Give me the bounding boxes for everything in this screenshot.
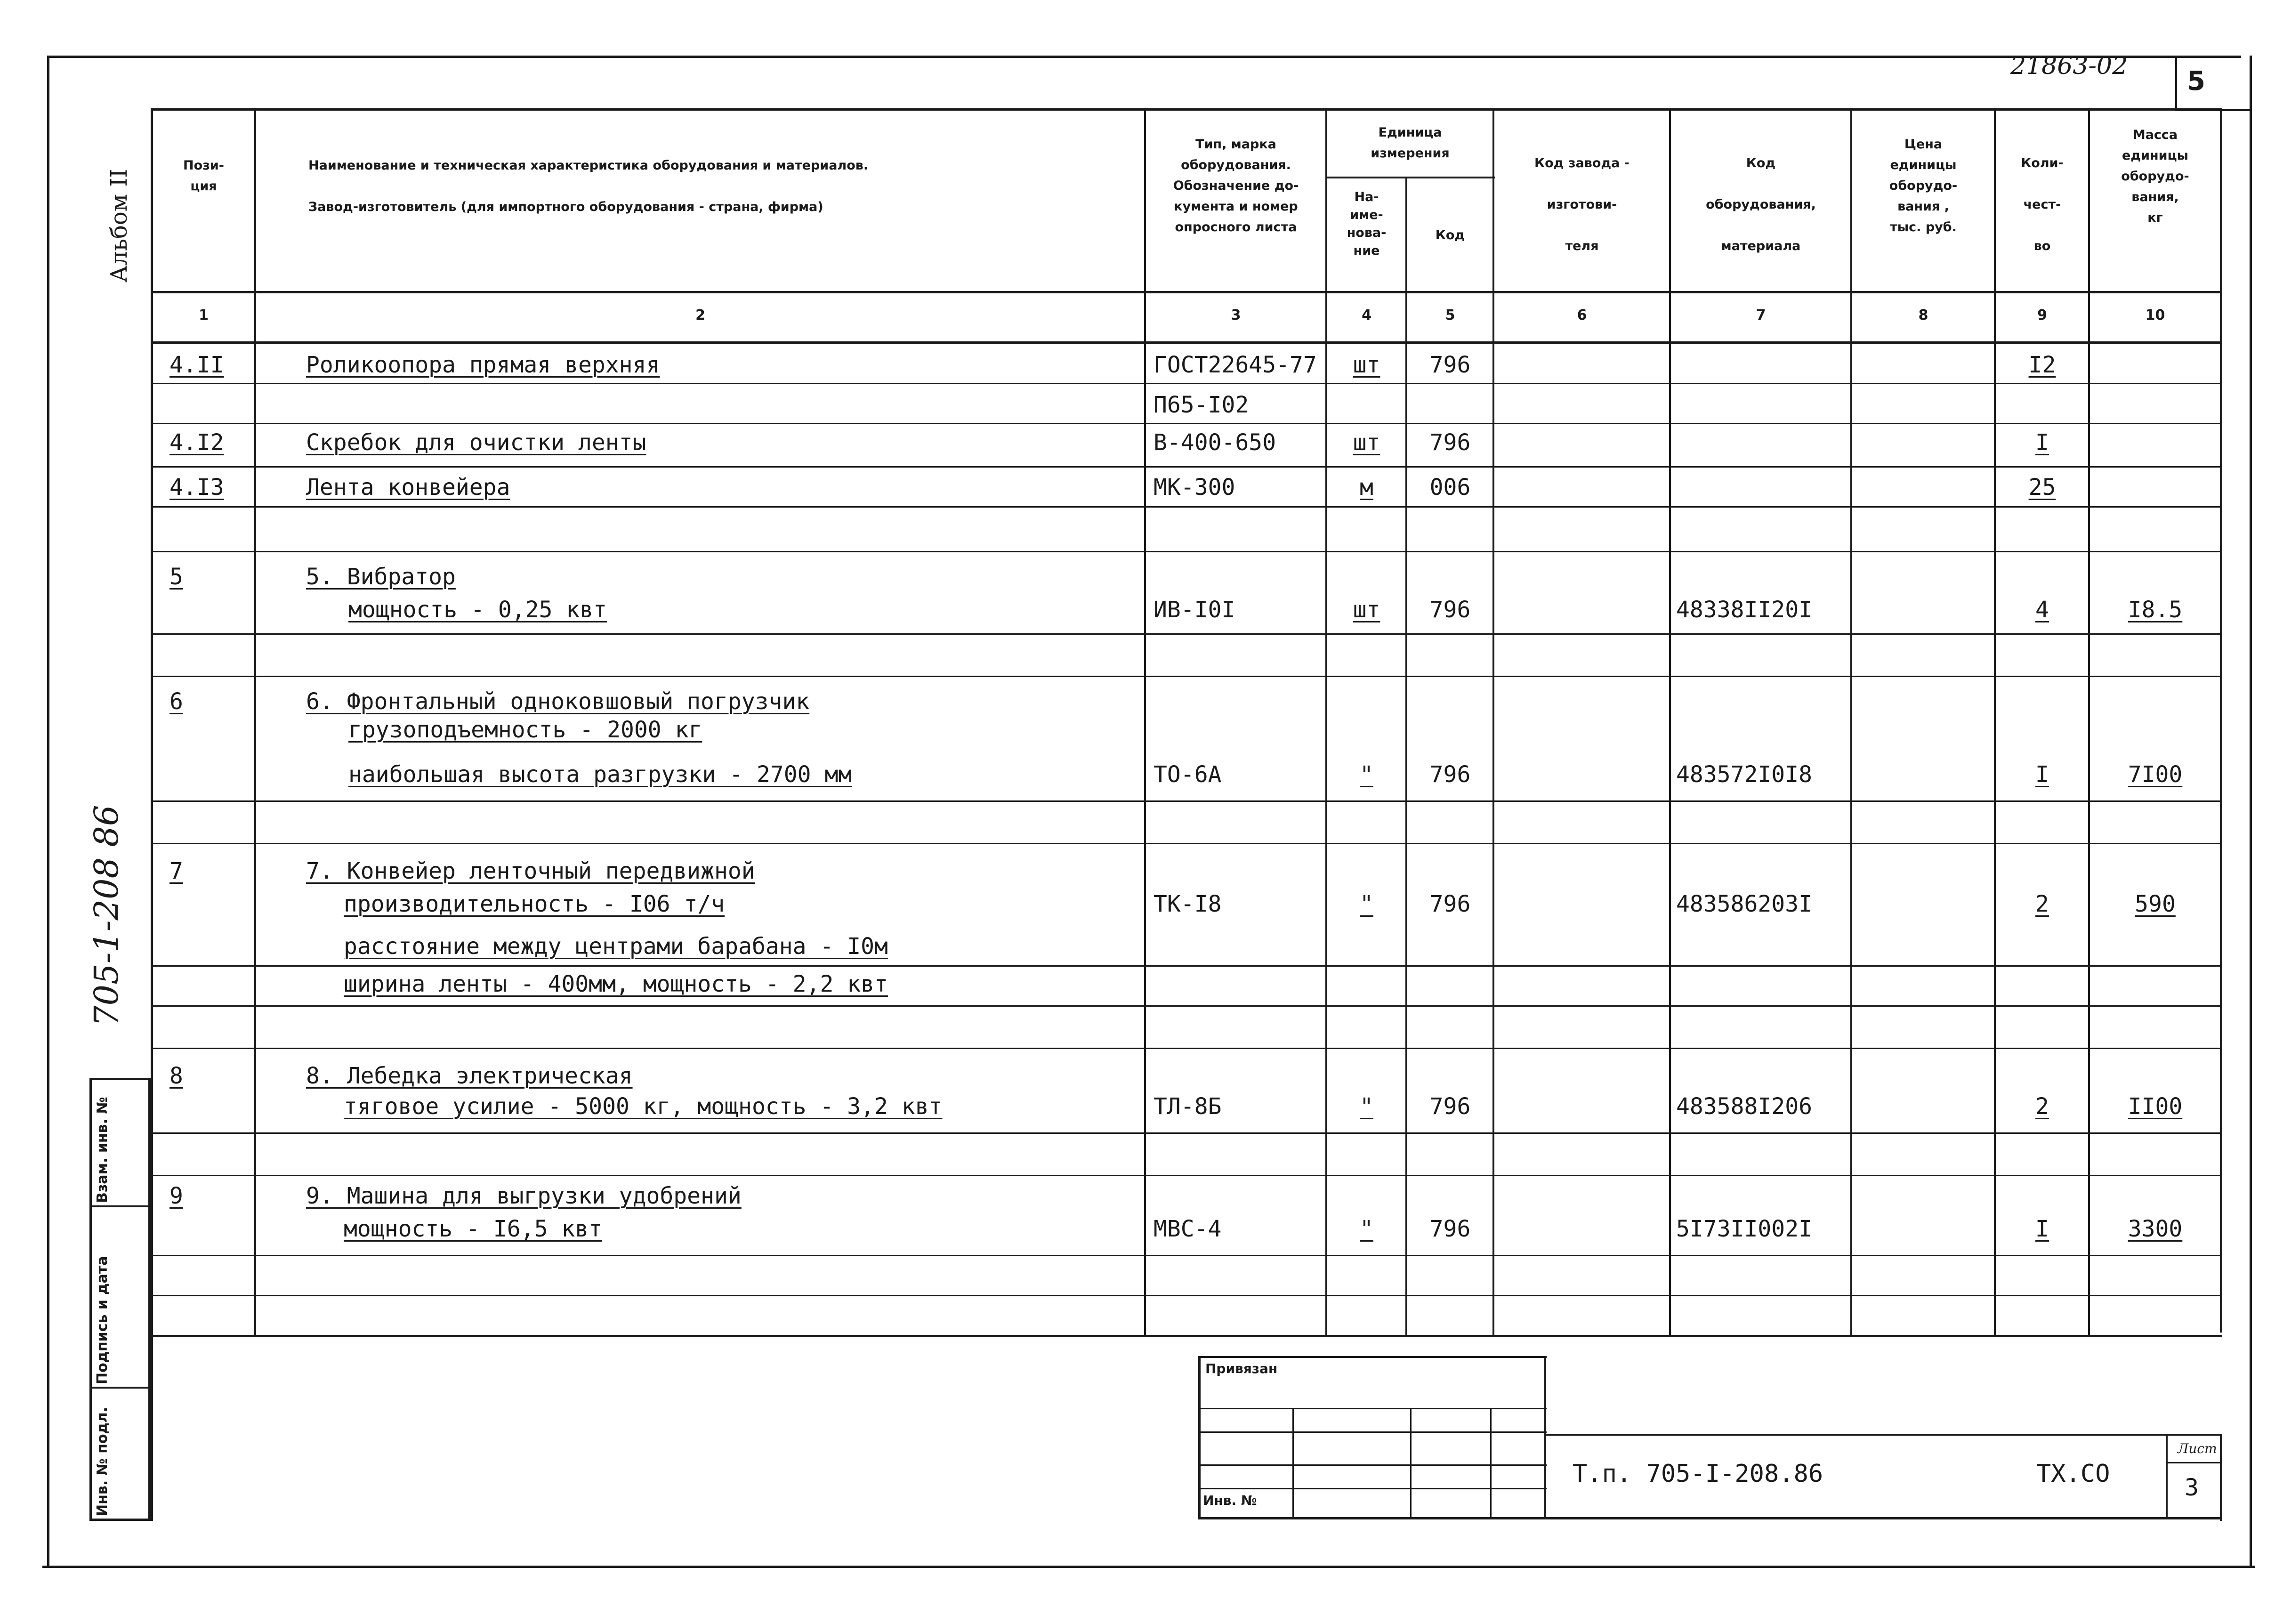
cell-mass: 590 xyxy=(2135,891,2176,917)
tb-v1 xyxy=(1292,1408,1294,1517)
cell-qty: I xyxy=(2035,429,2049,456)
cell-name: 7. Конвейер ленточный передвижной xyxy=(306,858,755,884)
col-num-2: 2 xyxy=(695,307,705,323)
cell-pos: 7 xyxy=(169,858,183,884)
stamp-inv-orig: Инв. № подл. xyxy=(94,1406,111,1516)
tb-v2 xyxy=(1410,1408,1412,1517)
tb-h3 xyxy=(1198,1464,1547,1466)
unit-group-divider xyxy=(1325,177,1495,178)
cell-name: 8. Лебедка электрическая xyxy=(306,1063,633,1089)
tb-top-right xyxy=(1544,1434,2222,1436)
cell-code: 483588I206 xyxy=(1676,1093,1812,1120)
cell-pos: 4.II xyxy=(169,352,224,378)
col-header-unit-code: Код xyxy=(1435,228,1465,242)
frame-right xyxy=(2250,56,2252,1567)
col-num-4: 4 xyxy=(1362,307,1371,323)
col-num-6: 6 xyxy=(1577,307,1587,323)
cell-type: МК-300 xyxy=(1154,474,1235,501)
row-rule xyxy=(151,1255,2222,1256)
col-num-9: 9 xyxy=(2037,307,2047,323)
cell-unit: м xyxy=(1360,474,1373,501)
col-sep-9 xyxy=(2088,108,2090,1336)
cell-unit: " xyxy=(1360,1093,1373,1120)
cell-type: МВС-4 xyxy=(1154,1216,1222,1242)
table-bottom xyxy=(151,1335,2222,1337)
cell-qty: I xyxy=(2035,761,2049,788)
cell-name: расстояние между центрами барабана - I0м xyxy=(344,933,888,960)
col-num-3: 3 xyxy=(1231,307,1241,323)
cell-name: Скребок для очистки ленты xyxy=(306,429,646,456)
tb-section: ТХ.СО xyxy=(2036,1460,2110,1488)
col-header-unit-group: Единица измерения xyxy=(1371,125,1450,161)
cell-qty: I xyxy=(2035,1216,2049,1242)
cell-mass: 3300 xyxy=(2128,1216,2183,1242)
cell-type: В-400-650 xyxy=(1154,429,1276,456)
col-header-quantity: Коли- чест- во xyxy=(2021,156,2064,253)
cell-code: 483572I0I8 xyxy=(1676,761,1812,788)
col-header-type: Тип, марка оборудования. Обозначение до- кумента и номер опросного листа xyxy=(1173,137,1299,234)
row-rule xyxy=(151,1295,2222,1296)
cell-type: ТЛ-8Б xyxy=(1154,1093,1222,1120)
tb-bound-label: Привязан xyxy=(1205,1361,1278,1376)
row-rule xyxy=(151,800,2222,802)
tb-h2 xyxy=(1198,1431,1547,1433)
col-header-unit-name: На- име- нова- ние xyxy=(1347,190,1387,258)
tb-right-lower xyxy=(2220,1434,2222,1521)
cell-pos: 6 xyxy=(169,688,183,715)
cell-unit-code: 796 xyxy=(1429,352,1471,378)
col-sep-2 xyxy=(1144,108,1146,1336)
tb-bound-top xyxy=(1198,1356,1547,1358)
cell-qty: 2 xyxy=(2035,891,2049,917)
album-label: Альбом II xyxy=(106,169,132,283)
row-rule xyxy=(151,1005,2222,1007)
cell-unit-code: 796 xyxy=(1429,1093,1471,1120)
cell-qty: 2 xyxy=(2035,1093,2049,1120)
col-sep-3 xyxy=(1325,108,1327,1336)
tb-h4 xyxy=(1198,1488,1547,1489)
tb-bound-right xyxy=(1544,1356,1546,1519)
cell-name: производительность - I06 т/ч xyxy=(344,891,725,917)
col-sep-6 xyxy=(1669,108,1671,1336)
cell-unit: шт xyxy=(1353,352,1380,378)
row-rule xyxy=(151,383,2222,384)
corner-doc-number: 21863-02 xyxy=(2010,52,2128,80)
cell-unit: " xyxy=(1360,761,1373,788)
project-number-handwritten: 705-1-208 86 xyxy=(87,805,126,1026)
row-rule xyxy=(151,466,2222,468)
tb-inv-label: Инв. № xyxy=(1203,1493,1257,1508)
cell-name: мощность - I6,5 квт xyxy=(344,1216,603,1242)
cell-unit: " xyxy=(1360,891,1373,917)
col-header-mass: Масса единицы оборудо- вания, кг xyxy=(2121,128,2189,225)
row-rule xyxy=(151,676,2222,677)
tb-sheet-left xyxy=(2166,1434,2168,1519)
cell-code: 483586203I xyxy=(1676,891,1812,917)
frame-bottom xyxy=(42,1566,2255,1568)
col-header-equipment-code: Код оборудования, материала xyxy=(1706,156,1816,253)
row-rule xyxy=(151,1132,2222,1134)
cell-qty: 4 xyxy=(2035,597,2049,623)
cell-qty: 25 xyxy=(2028,474,2056,501)
row-rule xyxy=(151,506,2222,508)
cell-unit: шт xyxy=(1353,429,1380,456)
col-sep-4 xyxy=(1405,177,1407,1336)
row-rule xyxy=(151,633,2222,635)
cell-unit-code: 796 xyxy=(1429,1216,1471,1242)
cell-type: ТО-6А xyxy=(1154,761,1222,788)
frame-left xyxy=(47,56,49,1567)
stamp-sign-date: Подпись и дата xyxy=(94,1256,111,1384)
cell-name: наибольшая высота разгрузки - 2700 мм xyxy=(348,761,852,788)
cell-name: Роликоопора прямая верхняя xyxy=(306,352,660,378)
tb-designation: Т.п. 705-I-208.86 xyxy=(1573,1460,1823,1488)
frame-top xyxy=(47,56,2241,58)
header-bottom xyxy=(151,291,2222,293)
row-rule xyxy=(151,1175,2222,1176)
numrow-bottom xyxy=(151,341,2222,344)
tb-sheet-div xyxy=(2166,1462,2221,1463)
cell-unit-code: 796 xyxy=(1429,891,1471,917)
table-top xyxy=(151,108,2222,111)
col-num-10: 10 xyxy=(2145,307,2165,323)
cell-unit: шт xyxy=(1353,597,1380,623)
stamp-strip-bottom xyxy=(89,1519,151,1521)
cell-type: П65-I02 xyxy=(1154,392,1249,418)
cell-mass: I8.5 xyxy=(2128,597,2183,623)
row-rule xyxy=(151,965,2222,967)
row-rule xyxy=(151,423,2222,424)
cell-type: ИВ-I0I xyxy=(1154,597,1235,623)
row-rule xyxy=(151,843,2222,844)
cell-unit-code: 796 xyxy=(1429,429,1471,456)
cell-name: тяговое усилие - 5000 кг, мощность - 3,2 квт xyxy=(344,1093,943,1120)
cell-mass: 7I00 xyxy=(2128,761,2183,788)
cell-name: мощность - 0,25 квт xyxy=(348,597,607,623)
cell-unit: " xyxy=(1360,1216,1373,1242)
corner-box-left xyxy=(2175,56,2177,111)
cell-unit-code: 796 xyxy=(1429,597,1471,623)
cell-code: 48338II20I xyxy=(1676,597,1812,623)
cell-code: 5I73II002I xyxy=(1676,1216,1812,1242)
col-header-price: Цена единицы оборудо- вания , тыс. руб. xyxy=(1889,137,1958,234)
stamp-div-2 xyxy=(89,1205,151,1207)
cell-name: 9. Машина для выгрузки удобрений xyxy=(306,1183,742,1209)
stamp-replaced-inv: Взам. инв. № xyxy=(94,1097,111,1203)
tb-sheet-number: 3 xyxy=(2185,1474,2199,1501)
corner-page-number: 5 xyxy=(2187,66,2205,97)
col-num-7: 7 xyxy=(1756,307,1766,323)
cell-pos: 8 xyxy=(169,1063,183,1089)
col-num-1: 1 xyxy=(199,307,209,323)
cell-mass: II00 xyxy=(2128,1093,2183,1120)
tb-sheet-label: Лист xyxy=(2178,1441,2217,1456)
stamp-strip-left xyxy=(89,1078,92,1521)
cell-name: Лента конвейера xyxy=(306,474,510,501)
col-sep-1 xyxy=(254,108,256,1336)
tb-v3 xyxy=(1490,1408,1492,1517)
stamp-div-1 xyxy=(89,1078,151,1080)
col-num-5: 5 xyxy=(1445,307,1455,323)
cell-qty: I2 xyxy=(2028,352,2056,378)
cell-unit-code: 796 xyxy=(1429,761,1471,788)
col-header-name: Наименование и техническая характеристика оборудования и материалов. Завод-изготовитель (для импортного оборудования - страна, фирма) xyxy=(308,158,869,214)
cell-name: ширина ленты - 400мм, мощность - 2,2 квт xyxy=(344,971,888,997)
cell-name: 6. Фронтальный одноковшовый погрузчик xyxy=(306,688,810,715)
col-sep-7 xyxy=(1850,108,1852,1336)
cell-pos: 4.I2 xyxy=(169,429,224,456)
cell-unit-code: 006 xyxy=(1429,474,1471,501)
col-header-plant-code: Код завода - изготови- теля xyxy=(1534,156,1630,253)
row-rule xyxy=(151,551,2222,552)
col-sep-5 xyxy=(1492,108,1494,1336)
row-rule xyxy=(151,1048,2222,1049)
tb-bottom xyxy=(1198,1517,2222,1519)
cell-pos: 5 xyxy=(169,564,183,590)
tb-h1 xyxy=(1198,1408,1547,1409)
cell-type: ТК-I8 xyxy=(1154,891,1222,917)
stamp-div-3 xyxy=(89,1387,151,1389)
cell-name: 5. Вибратор xyxy=(306,564,456,590)
col-num-8: 8 xyxy=(1918,307,1928,323)
col-sep-8 xyxy=(1994,108,1996,1336)
cell-name: грузоподъемность - 2000 кг xyxy=(348,717,702,743)
cell-pos: 4.I3 xyxy=(169,474,224,501)
cell-pos: 9 xyxy=(169,1183,183,1209)
col-header-position: Пози- ция xyxy=(183,158,224,194)
cell-type: ГОСТ22645-77 xyxy=(1154,352,1317,378)
tb-left xyxy=(1198,1356,1201,1519)
